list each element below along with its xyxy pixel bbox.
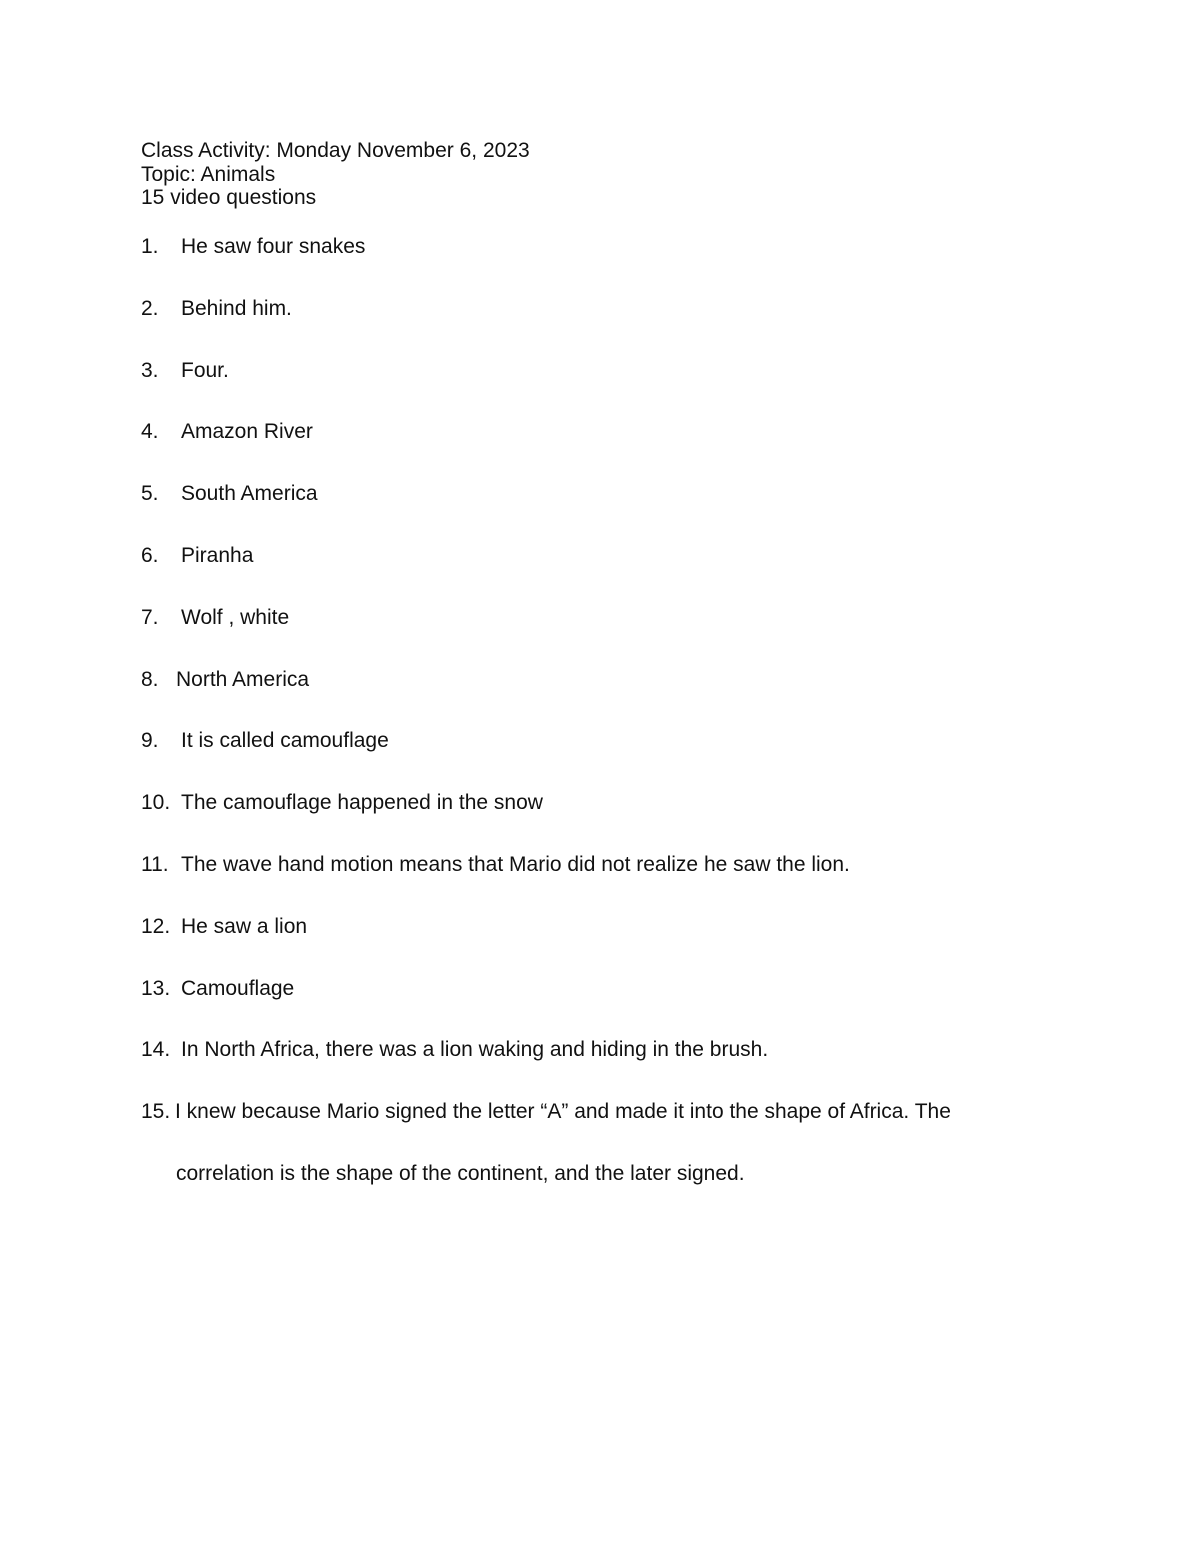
answer-list <box>141 232 1101 1189</box>
answer-number: 12. <box>141 914 171 938</box>
answer-item-14 <box>141 1035 1101 1097</box>
answer-number: 2. <box>141 296 159 320</box>
answer-text: Camouflage <box>181 976 295 1000</box>
answer-number: 8. <box>141 667 159 691</box>
answer-text: Behind him. <box>181 296 292 320</box>
answer-text: It is called camouflage <box>181 729 389 753</box>
document-header <box>141 139 530 210</box>
answer-number: 10. <box>141 791 171 815</box>
answer-item-6 <box>141 541 1101 603</box>
answer-item-10 <box>141 788 1101 850</box>
answer-item-7 <box>141 603 1101 665</box>
answer-text: North America <box>176 667 310 691</box>
answer-text: The wave hand motion means that Mario did not realize he saw the lion. <box>181 852 850 876</box>
answer-item-11 <box>141 850 1101 912</box>
answer-text: Amazon River <box>181 420 313 444</box>
answer-text-continuation: correlation is the shape of the continent, and the later signed. <box>176 1162 745 1186</box>
answer-text: South America <box>181 482 318 506</box>
answer-item-12 <box>141 912 1101 974</box>
answer-number: 3. <box>141 358 159 382</box>
answer-item-2 <box>141 294 1101 356</box>
answer-text: He saw a lion <box>181 914 308 938</box>
answer-item-9 <box>141 726 1101 788</box>
answer-number: 7. <box>141 605 159 629</box>
answer-number: 6. <box>141 543 159 567</box>
answer-text: Piranha <box>181 543 254 567</box>
answer-text: I knew because Mario signed the letter “A” and made it into the shape of Africa. The <box>175 1100 951 1124</box>
topic-line: Topic: Animals <box>141 162 276 186</box>
answer-item-13 <box>141 974 1101 1036</box>
activity-date-line: Class Activity: Monday November 6, 2023 <box>141 139 530 162</box>
answer-number: 1. <box>141 235 159 258</box>
answer-number: 15. <box>141 1100 171 1124</box>
answer-number: 4. <box>141 420 159 444</box>
answer-item-4 <box>141 417 1101 479</box>
answer-item-15 <box>141 1097 1101 1189</box>
answer-text: The camouflage happened in the snow <box>181 791 543 815</box>
answer-number: 14. <box>141 1038 171 1062</box>
answer-item-5 <box>141 479 1101 541</box>
answer-number: 9. <box>141 729 159 753</box>
answer-text: In North Africa, there was a lion waking and hiding in the brush. <box>181 1038 769 1062</box>
question-count-line: 15 video questions <box>141 186 317 209</box>
answer-text: Wolf , white <box>181 605 290 629</box>
answer-number: 13. <box>141 976 171 1000</box>
answer-item-1 <box>141 232 1101 294</box>
answer-item-3 <box>141 356 1101 418</box>
answer-number: 11. <box>141 852 169 876</box>
answer-number: 5. <box>141 482 159 506</box>
answer-text: Four. <box>181 358 229 382</box>
answer-item-8 <box>141 665 1101 727</box>
answer-text: He saw four snakes <box>181 235 366 258</box>
